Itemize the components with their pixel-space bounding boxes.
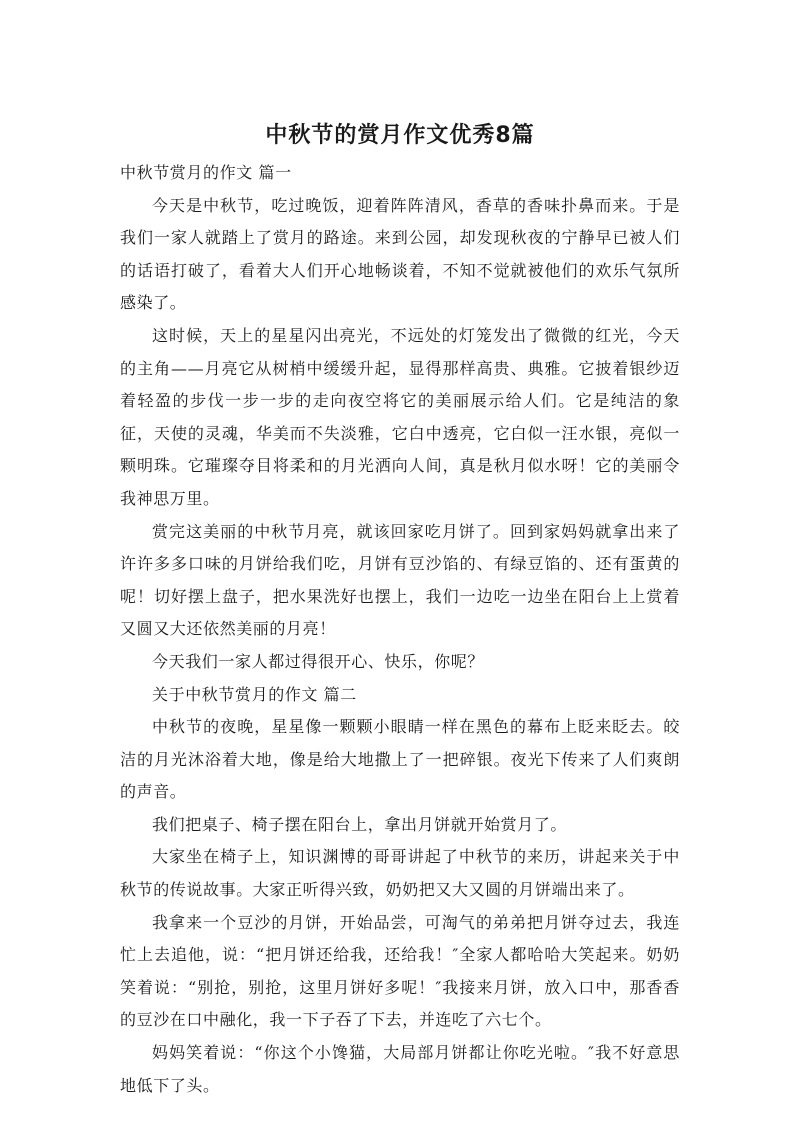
paragraph: 这时候，天上的星星闪出亮光，不远处的灯笼发出了微微的红光，今天的主角——月亮它从树梢中缓缓升起，显得那样高贵、典雅。它披着银纱迈着轻盈的步伐一步一步的走向夜空将它的美丽展示给人们。它是纯洁的象征，天使的灵魂，华美而不失淡雅，它白中透亮，它白似一汪水银，亮似一颗明珠。它璀璨夺目将柔和的月光洒向人间，真是秋月似水呀！它的美丽令我神思万里。: [120, 325, 680, 508]
document-title: 中秋节的赏月作文优秀8篇: [265, 123, 535, 148]
paragraph: 大家坐在椅子上，知识渊博的哥哥讲起了中秋节的来历，讲起来关于中秋节的传说故事。大家正听得兴致，奶奶把又大又圆的月饼端出来了。: [120, 847, 680, 900]
paragraph: 妈妈笑着说：“你这个小馋猫，大局部月饼都让你吃光啦。″我不好意思地低下了头。: [120, 1043, 680, 1095]
section-heading-1: 中秋节赏月的作文 篇一: [120, 163, 292, 182]
paragraph: 今天我们一家人都过得很开心、快乐，你呢？: [152, 651, 485, 671]
paragraph: 今天是中秋节，吃过晚饭，迎着阵阵清风，香草的香味扑鼻而来。于是我们一家人就踏上了赏月的路途。来到公园，却发现秋夜的宁静早已被人们的话语打破了，看着大人们开心地畅谈着，不知不觉就被他们的欢乐气氛所感染了。: [120, 195, 680, 313]
document-body: [120, 157, 680, 1102]
paragraph: 赏完这美丽的中秋节月亮，就该回家吃月饼了。回到家妈妈就拿出来了许许多多口味的月饼给我们吃，月饼有豆沙馅的、有绿豆馅的、还有蛋黄的呢！切好摆上盘子，把水果洗好也摆上，我们一边吃一边坐在阳台上上赏着又圆又大还依然美丽的月亮！: [120, 521, 680, 639]
section-heading-2: 关于中秋节赏月的作文 篇二: [152, 684, 357, 704]
paragraph: 中秋节的夜晚，星星像一颗颗小眼睛一样在黑色的幕布上眨来眨去。皎洁的月光沐浴着大地，像是给大地撒上了一把碎银。夜光下传来了人们爽朗的声音。: [120, 717, 680, 802]
paragraph: 我们把桌子、椅子摆在阳台上，拿出月饼就开始赏月了。: [152, 814, 568, 834]
paragraph: 我拿来一个豆沙的月饼，开始品尝，可淘气的弟弟把月饼夺过去，我连忙上去追他，说：“把月饼还给我，还给我！″全家人都哈哈大笑起来。奶奶笑着说：“别抢，别抢，这里月饼好多呢！″我接来月饼，放入口中，那香香的豆沙在口中融化，我一下子吞了下去，并连吃了六七个。: [120, 912, 680, 1030]
